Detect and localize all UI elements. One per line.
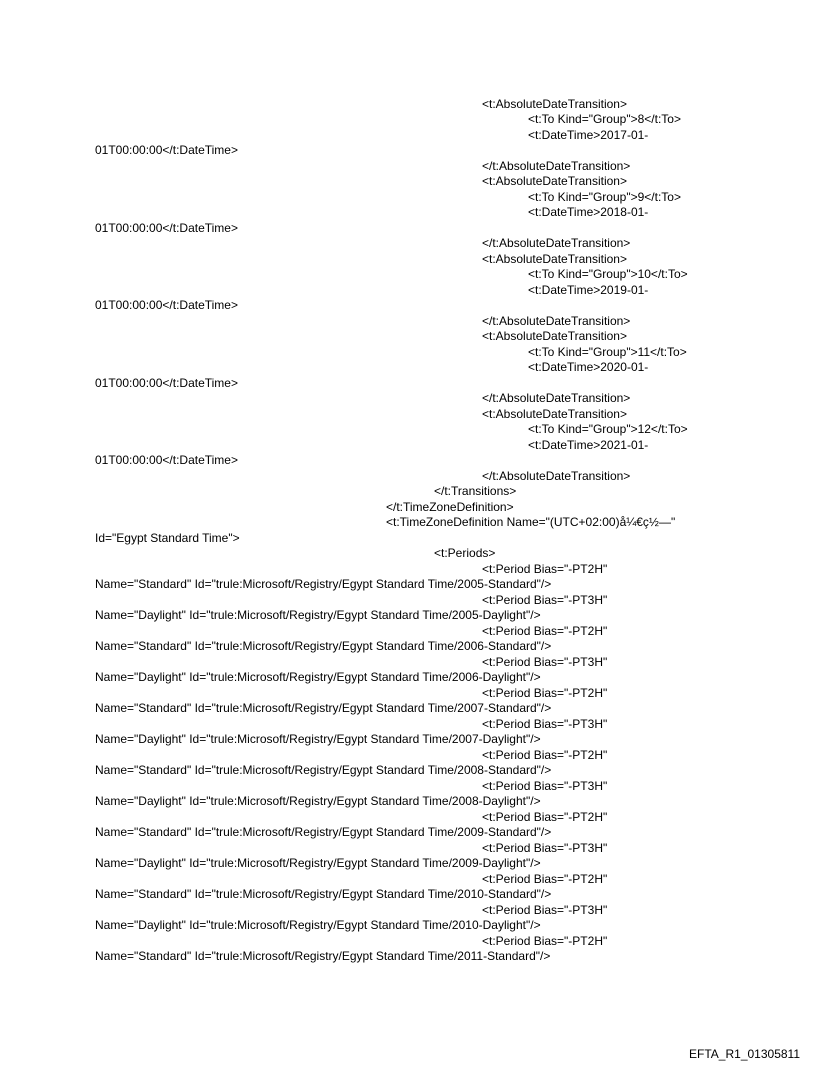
text-line: <t:Period Bias="-PT3H" [482, 655, 608, 669]
text-line: Name="Standard" Id="trule:Microsoft/Registry/Egypt Standard Time/2011-Standard"/> [95, 949, 551, 963]
text-line: Name="Daylight" Id="trule:Microsoft/Registry/Egypt Standard Time/2006-Daylight"/> [95, 670, 541, 684]
text-line: Name="Standard" Id="trule:Microsoft/Registry/Egypt Standard Time/2008-Standard"/> [95, 763, 552, 777]
text-line: <t:Period Bias="-PT3H" [482, 779, 608, 793]
text-line: Name="Daylight" Id="trule:Microsoft/Registry/Egypt Standard Time/2009-Daylight"/> [95, 856, 541, 870]
text-line: 01T00:00:00</t:DateTime> [95, 453, 238, 467]
text-line: <t:AbsoluteDateTransition> [482, 97, 627, 111]
text-line: 01T00:00:00</t:DateTime> [95, 376, 238, 390]
text-line: <t:DateTime>2020-01- [528, 360, 649, 374]
text-line: Name="Daylight" Id="trule:Microsoft/Registry/Egypt Standard Time/2010-Daylight"/> [95, 918, 541, 932]
text-line: 01T00:00:00</t:DateTime> [95, 298, 238, 312]
text-line: Name="Standard" Id="trule:Microsoft/Registry/Egypt Standard Time/2010-Standard"/> [95, 887, 552, 901]
text-line: <t:DateTime>2019-01- [528, 283, 649, 297]
text-line: </t:AbsoluteDateTransition> [482, 314, 631, 328]
text-line: <t:To Kind="Group">12</t:To> [528, 422, 688, 436]
text-line: <t:Periods> [434, 546, 496, 560]
text-line: <t:DateTime>2017-01- [528, 128, 649, 142]
text-line: <t:AbsoluteDateTransition> [482, 174, 627, 188]
text-line: Name="Standard" Id="trule:Microsoft/Registry/Egypt Standard Time/2006-Standard"/> [95, 639, 552, 653]
text-line: <t:AbsoluteDateTransition> [482, 252, 627, 266]
text-line: </t:AbsoluteDateTransition> [482, 469, 631, 483]
text-line: <t:Period Bias="-PT2H" [482, 686, 608, 700]
text-line: </t:TimeZoneDefinition> [386, 500, 514, 514]
text-line: <t:To Kind="Group">8</t:To> [528, 112, 681, 126]
text-line: <t:To Kind="Group">11</t:To> [528, 345, 687, 359]
text-line: Id="Egypt Standard Time"> [95, 531, 240, 545]
text-line: </t:Transitions> [434, 484, 517, 498]
text-line: Name="Standard" Id="trule:Microsoft/Registry/Egypt Standard Time/2009-Standard"/> [95, 825, 552, 839]
text-line: <t:To Kind="Group">9</t:To> [528, 190, 681, 204]
text-line: <t:Period Bias="-PT3H" [482, 717, 608, 731]
text-line: <t:Period Bias="-PT3H" [482, 903, 608, 917]
text-line: <t:DateTime>2018-01- [528, 205, 649, 219]
text-line: <t:To Kind="Group">10</t:To> [528, 267, 688, 281]
text-line: </t:AbsoluteDateTransition> [482, 391, 631, 405]
text-line: <t:AbsoluteDateTransition> [482, 407, 627, 421]
text-line: Name="Standard" Id="trule:Microsoft/Registry/Egypt Standard Time/2005-Standard"/> [95, 577, 552, 591]
text-line: <t:Period Bias="-PT3H" [482, 593, 608, 607]
text-line: Name="Daylight" Id="trule:Microsoft/Registry/Egypt Standard Time/2005-Daylight"/> [95, 608, 541, 622]
text-line: Name="Standard" Id="trule:Microsoft/Registry/Egypt Standard Time/2007-Standard"/> [95, 701, 552, 715]
text-line: 01T00:00:00</t:DateTime> [95, 221, 238, 235]
text-line: <t:Period Bias="-PT2H" [482, 562, 608, 576]
text-line: <t:Period Bias="-PT2H" [482, 748, 608, 762]
text-line: <t:AbsoluteDateTransition> [482, 329, 627, 343]
text-line: 01T00:00:00</t:DateTime> [95, 143, 238, 157]
document-id-footer: EFTA_R1_01305811 [689, 1047, 800, 1061]
text-line: <t:Period Bias="-PT3H" [482, 841, 608, 855]
text-line: <t:Period Bias="-PT2H" [482, 810, 608, 824]
text-line: <t:DateTime>2021-01- [528, 438, 649, 452]
text-line: Name="Daylight" Id="trule:Microsoft/Registry/Egypt Standard Time/2007-Daylight"/> [95, 732, 541, 746]
text-line: <t:Period Bias="-PT2H" [482, 934, 608, 948]
text-line: Name="Daylight" Id="trule:Microsoft/Registry/Egypt Standard Time/2008-Daylight"/> [95, 794, 541, 808]
text-line: </t:AbsoluteDateTransition> [482, 236, 631, 250]
text-line: <t:Period Bias="-PT2H" [482, 624, 608, 638]
text-line: <t:TimeZoneDefinition Name="(UTC+02:00)å¼€ç½—" [386, 515, 676, 529]
text-line: <t:Period Bias="-PT2H" [482, 872, 608, 886]
text-line: </t:AbsoluteDateTransition> [482, 159, 631, 173]
